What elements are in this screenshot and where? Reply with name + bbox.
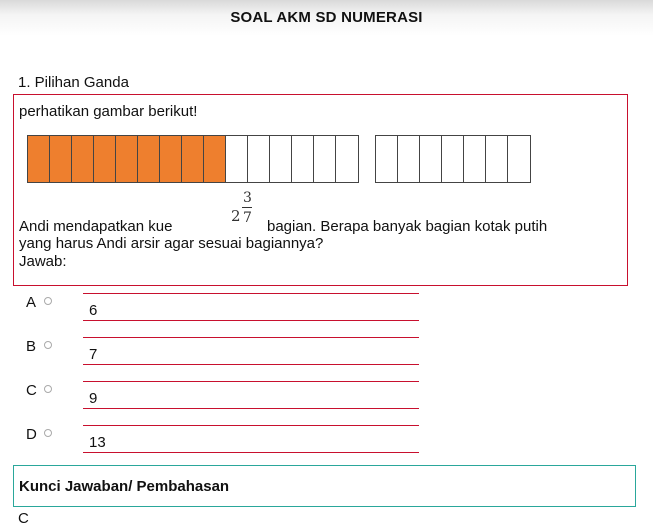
question-intro: perhatikan gambar berikut! <box>19 103 198 120</box>
strip-2 <box>203 135 359 183</box>
answer-key: C <box>18 510 29 527</box>
fraction-bar <box>242 207 252 208</box>
empty-cell <box>314 136 336 182</box>
option-letter: A <box>26 294 37 311</box>
question-text-before: Andi mendapatkan kue <box>19 218 173 235</box>
option-letter: C <box>26 382 37 399</box>
option-a-radio[interactable] <box>44 297 52 305</box>
question-box <box>13 94 628 286</box>
section-label: 1. Pilihan Ganda <box>18 74 129 91</box>
empty-cell <box>226 136 248 182</box>
shaded-cell <box>138 136 160 182</box>
page-title: SOAL AKM SD NUMERASI <box>230 9 423 26</box>
answer-title: Kunci Jawaban/ Pembahasan <box>19 478 230 495</box>
fraction-numerator: 3 <box>243 190 252 206</box>
empty-cell <box>420 136 442 182</box>
shaded-cell <box>94 136 116 182</box>
empty-cell <box>292 136 314 182</box>
question-text <box>19 190 619 271</box>
option-b-radio[interactable] <box>44 341 52 349</box>
shaded-cell <box>116 136 138 182</box>
fraction-whole: 2 <box>231 207 241 225</box>
answer-box <box>13 465 636 507</box>
option-letter: D <box>26 426 37 443</box>
strip-3 <box>375 135 531 183</box>
option-value: 7 <box>83 337 419 365</box>
empty-cell <box>336 136 358 182</box>
option-b[interactable] <box>18 335 422 375</box>
option-a[interactable] <box>18 291 422 331</box>
empty-cell <box>464 136 486 182</box>
shaded-cell <box>28 136 50 182</box>
empty-cell <box>398 136 420 182</box>
empty-cell <box>270 136 292 182</box>
empty-cell <box>486 136 508 182</box>
empty-cell <box>508 136 530 182</box>
question-text-after: bagian. Berapa banyak bagian kotak putih <box>267 218 548 235</box>
question-text-line2: yang harus Andi arsir agar sesuai bagiannya? <box>19 235 324 252</box>
fraction-denominator: 7 <box>243 210 252 226</box>
empty-cell <box>248 136 270 182</box>
shaded-cell <box>204 136 226 182</box>
shaded-cell <box>72 136 94 182</box>
shaded-cell <box>182 136 204 182</box>
empty-cell <box>442 136 464 182</box>
option-d-radio[interactable] <box>44 429 52 437</box>
option-c[interactable] <box>18 379 422 419</box>
option-letter: B <box>26 338 37 355</box>
answer-prompt: Jawab: <box>19 253 67 270</box>
option-c-radio[interactable] <box>44 385 52 393</box>
shaded-cell <box>160 136 182 182</box>
shaded-cell <box>50 136 72 182</box>
option-d[interactable] <box>18 423 422 463</box>
option-value: 6 <box>83 293 419 321</box>
empty-cell <box>376 136 398 182</box>
option-value: 13 <box>83 425 419 453</box>
option-value: 9 <box>83 381 419 409</box>
strip-1 <box>27 135 205 183</box>
